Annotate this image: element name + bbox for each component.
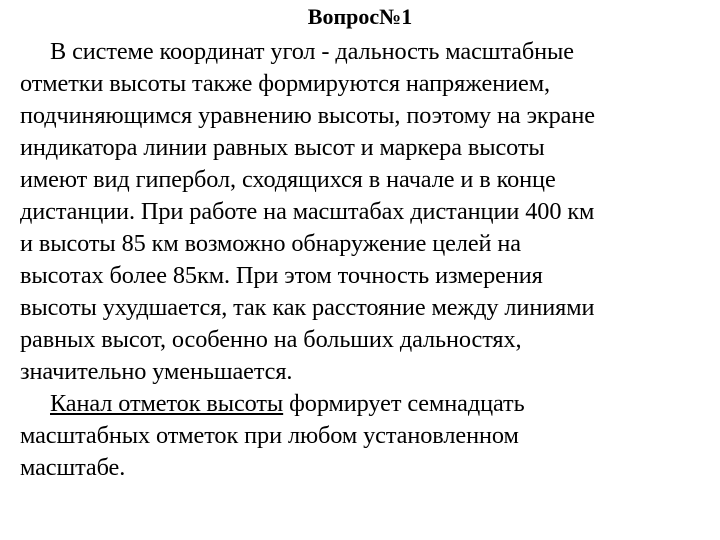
text-line: и высоты 85 км возможно обнаружение целей на: [20, 230, 521, 257]
text-line: имеют вид гипербол, сходящихся в начале и в конце: [20, 166, 556, 193]
text-line: равных высот, особенно на больших дальностях,: [20, 326, 522, 353]
text-line-rest: формирует семнадцать: [283, 390, 525, 417]
text-line: отметки высоты также формируются напряжением,: [20, 70, 550, 97]
text-line: высоты ухудшается, так как расстояние между линиями: [20, 294, 595, 321]
slide-title: Вопрос№1: [307, 4, 413, 29]
text-line: подчиняющимся уравнению высоты, поэтому на экране: [20, 102, 595, 129]
text-line: В системе координат угол - дальность масштабные: [50, 38, 574, 65]
text-line: значительно уменьшается.: [20, 358, 293, 385]
underlined-term: Канал отметок высоты: [50, 390, 284, 417]
text-line: высотах более 85км. При этом точность измерения: [20, 262, 543, 289]
text-line: [50, 388, 525, 420]
text-line: масштабе.: [20, 454, 126, 481]
text-line: индикатора линии равных высот и маркера высоты: [20, 134, 545, 161]
text-line: дистанции. При работе на масштабах дистанции 400 км: [20, 198, 595, 225]
text-line: масштабных отметок при любом установленном: [20, 422, 519, 449]
